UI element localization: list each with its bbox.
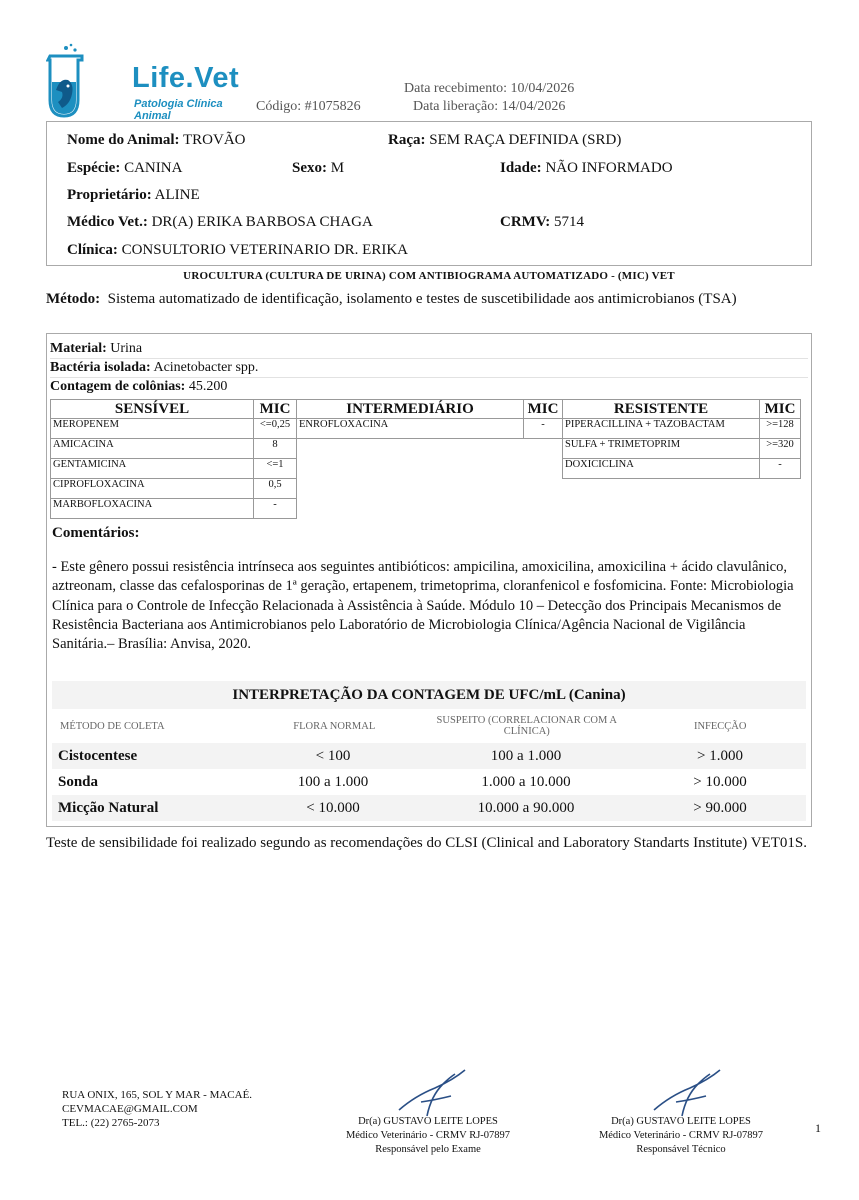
suspect-value: 10.000 a 90.000: [477, 799, 575, 816]
collection-method: Micção Natural: [58, 799, 159, 816]
signature-mark: [650, 1066, 730, 1122]
antibiotic-name: MEROPENEM: [51, 419, 254, 439]
empty-cell: [524, 499, 563, 519]
colony-count: 45.200: [188, 379, 228, 394]
antibiogram-header-row: [51, 400, 801, 419]
comments-heading: Comentários:: [52, 525, 140, 541]
antibiogram-table: [50, 399, 801, 519]
table-row: [52, 795, 806, 821]
bacteria: Acinetobacter spp.: [153, 360, 259, 375]
species-label: Espécie:: [67, 160, 121, 176]
divider: [50, 377, 808, 378]
bacteria-row: [50, 360, 258, 376]
animal-name-row: [67, 132, 245, 149]
empty-cell: [760, 499, 801, 519]
age-label: Idade:: [500, 160, 542, 176]
normal-flora-value: < 100: [315, 747, 351, 764]
method-paragraph: [46, 289, 816, 309]
empty-cell: [524, 479, 563, 499]
empty-cell: [297, 499, 524, 519]
exam-code: Código: #1075826: [256, 99, 361, 114]
collection-method: Cistocentese: [58, 747, 138, 764]
interpretation-header-row: [52, 709, 806, 743]
species-row: [67, 160, 182, 177]
vet-name: DR(A) ERIKA BARBOSA CHAGA: [151, 214, 373, 230]
signer-name: Dr(a) GUSTAVO LEITE LOPES: [358, 1116, 498, 1127]
signature-exam: [323, 1115, 533, 1157]
species: CANINA: [124, 160, 183, 176]
flask-dog-icon: [46, 42, 128, 122]
mic-value: >=320: [760, 439, 801, 459]
empty-cell: [297, 479, 524, 499]
signature-mark: [395, 1066, 475, 1122]
age: NÃO INFORMADO: [545, 160, 673, 176]
mic-value: 8: [254, 439, 297, 459]
vet-row: [67, 214, 373, 231]
animal-name-label: Nome do Animal:: [67, 132, 180, 148]
suspect-value: 1.000 a 10.000: [481, 773, 571, 790]
mic-header: MIC: [254, 400, 297, 419]
antibiotic-name: AMICACINA: [51, 439, 254, 459]
date-received: Data recebimento: 10/04/2026: [404, 81, 575, 96]
crmv-label: CRMV:: [500, 214, 551, 230]
breed: SEM RAÇA DEFINIDA (SRD): [429, 132, 622, 148]
column-header: MÉTODO DE COLETA: [60, 720, 165, 732]
infection-value: > 1.000: [697, 747, 743, 764]
mic-value: -: [254, 499, 297, 519]
date-released: Data liberação: 14/04/2026: [413, 99, 566, 114]
clinic-row: [67, 242, 408, 259]
logo-subtitle: Patologia Clínica Animal: [134, 98, 223, 122]
empty-cell: [297, 439, 524, 459]
mic-value: -: [524, 419, 563, 439]
mic-value: >=128: [760, 419, 801, 439]
empty-cell: [563, 499, 760, 519]
resistant-header: RESISTENTE: [563, 400, 760, 419]
empty-cell: [760, 479, 801, 499]
antibiotic-name: MARBOFLOXACINA: [51, 499, 254, 519]
animal-name: TROVÃO: [182, 132, 246, 148]
table-row: [52, 743, 806, 769]
intermediate-header: INTERMEDIÁRIO: [297, 400, 524, 419]
table-row: [51, 439, 801, 459]
mic-value: -: [760, 459, 801, 479]
method-text: Sistema automatizado de identificação, isolamento e testes de suscetibilidade aos antimicrobianos (TSA): [107, 291, 737, 307]
empty-cell: [563, 479, 760, 499]
owner-label: Proprietário:: [67, 187, 152, 203]
empty-cell: [524, 459, 563, 479]
column-header: SUSPEITO (CORRELACIONAR COM A CLÍNICA): [436, 715, 617, 737]
interpretation-table: [52, 681, 806, 821]
column-header: FLORA NORMAL: [293, 720, 376, 732]
material-label: Material:: [50, 341, 107, 356]
breed-row: [388, 132, 621, 149]
collection-method: Sonda: [58, 773, 99, 790]
owner: ALINE: [154, 187, 200, 203]
address: RUA ONIX, 165, SOL Y MAR - MACAÉ.: [62, 1089, 253, 1101]
table-row: [51, 459, 801, 479]
age-row: [500, 160, 673, 177]
signer-role: Responsável pelo Exame: [375, 1144, 481, 1155]
logo-name: Life.Vet: [132, 62, 240, 94]
material: Urina: [110, 341, 143, 356]
email: CEVMACAE@GMAIL.COM: [62, 1103, 198, 1115]
mic-value: <=1: [254, 459, 297, 479]
material-row: [50, 341, 142, 357]
colony-count-label: Contagem de colônias:: [50, 379, 186, 394]
clinic: CONSULTORIO VETERINARIO DR. ERIKA: [121, 242, 408, 258]
table-row: [51, 479, 801, 499]
owner-row: [67, 187, 200, 204]
suspect-value: 100 a 1.000: [490, 747, 562, 764]
vet-label: Médico Vet.:: [67, 214, 148, 230]
crmv-row: [500, 214, 584, 231]
signer-title: Médico Veterinário - CRMV RJ-07897: [345, 1130, 511, 1141]
bacteria-label: Bactéria isolada:: [50, 360, 151, 375]
table-row: [52, 769, 806, 795]
divider: [50, 358, 808, 359]
mic-header: MIC: [760, 400, 801, 419]
normal-flora-value: 100 a 1.000: [297, 773, 369, 790]
clsi-footnote: Teste de sensibilidade foi realizado segundo as recomendações do CLSI (Clinical and Laboratory Standarts Institute) VET01S.: [46, 835, 807, 851]
lab-address-block: [62, 1088, 252, 1130]
infection-value: > 90.000: [693, 799, 747, 816]
signature-technical: [576, 1115, 786, 1157]
infection-value: > 10.000: [693, 773, 747, 790]
empty-cell: [297, 459, 524, 479]
sex-label: Sexo:: [292, 160, 327, 176]
phone: TEL.: (22) 2765-2073: [62, 1117, 160, 1129]
sensitive-header: SENSÍVEL: [51, 400, 254, 419]
exam-title: UROCULTURA (CULTURA DE URINA) COM ANTIBIOGRAMA AUTOMATIZADO - (MIC) VET: [183, 270, 675, 282]
antibiotic-name: DOXICICLINA: [563, 459, 760, 479]
mic-value: 0,5: [254, 479, 297, 499]
page-number: 1: [815, 1121, 821, 1135]
sex: M: [330, 160, 345, 176]
clinic-label: Clínica:: [67, 242, 118, 258]
antibiotic-name: ENROFLOXACINA: [297, 419, 524, 439]
lab-logo: [46, 42, 240, 122]
interpretation-title: INTERPRETAÇÃO DA CONTAGEM DE UFC/mL (Canina): [52, 681, 806, 709]
colony-count-row: [50, 379, 227, 395]
breed-label: Raça:: [388, 132, 426, 148]
antibiotic-name: SULFA + TRIMETOPRIM: [563, 439, 760, 459]
comments-text: - Este gênero possui resistência intrínseca aos seguintes antibióticos: ampicilina, amoxicilina, amoxicilina + ácido clavulânico, aztreonam, classe das cefalosporinas de 1ª geração, ertapenem, trimetoprima, cloranfenicol e fosfomicina. Fonte: Microbiologia Clínica para o Controle de Infecção Relacionada à Assistência à Saúde. Módulo 10 – Detecção dos Principais Mecanismos de Resistência Bacteriana aos Antimicrobianos pelo Laboratório de Microbiologia Clínica/Agência Nacional de Vigilância Sanitária.– Brasília: Anvisa, 2020.: [52, 559, 794, 653]
empty-cell: [524, 439, 563, 459]
normal-flora-value: < 10.000: [306, 799, 360, 816]
crmv: 5714: [554, 214, 585, 230]
signer-title: Médico Veterinário - CRMV RJ-07897: [598, 1130, 764, 1141]
column-header: INFECÇÃO: [693, 720, 747, 732]
mic-value: <=0,25: [254, 419, 297, 439]
mic-header: MIC: [524, 400, 563, 419]
antibiotic-name: PIPERACILLINA + TAZOBACTAM: [563, 419, 760, 439]
signer-name: Dr(a) GUSTAVO LEITE LOPES: [611, 1116, 751, 1127]
method-label: Método:: [46, 291, 101, 307]
table-row: [51, 419, 801, 439]
antibiotic-name: GENTAMICINA: [51, 459, 254, 479]
table-row: [51, 499, 801, 519]
sex-row: [292, 160, 344, 177]
signer-role: Responsável Técnico: [636, 1144, 726, 1155]
antibiotic-name: CIPROFLOXACINA: [51, 479, 254, 499]
